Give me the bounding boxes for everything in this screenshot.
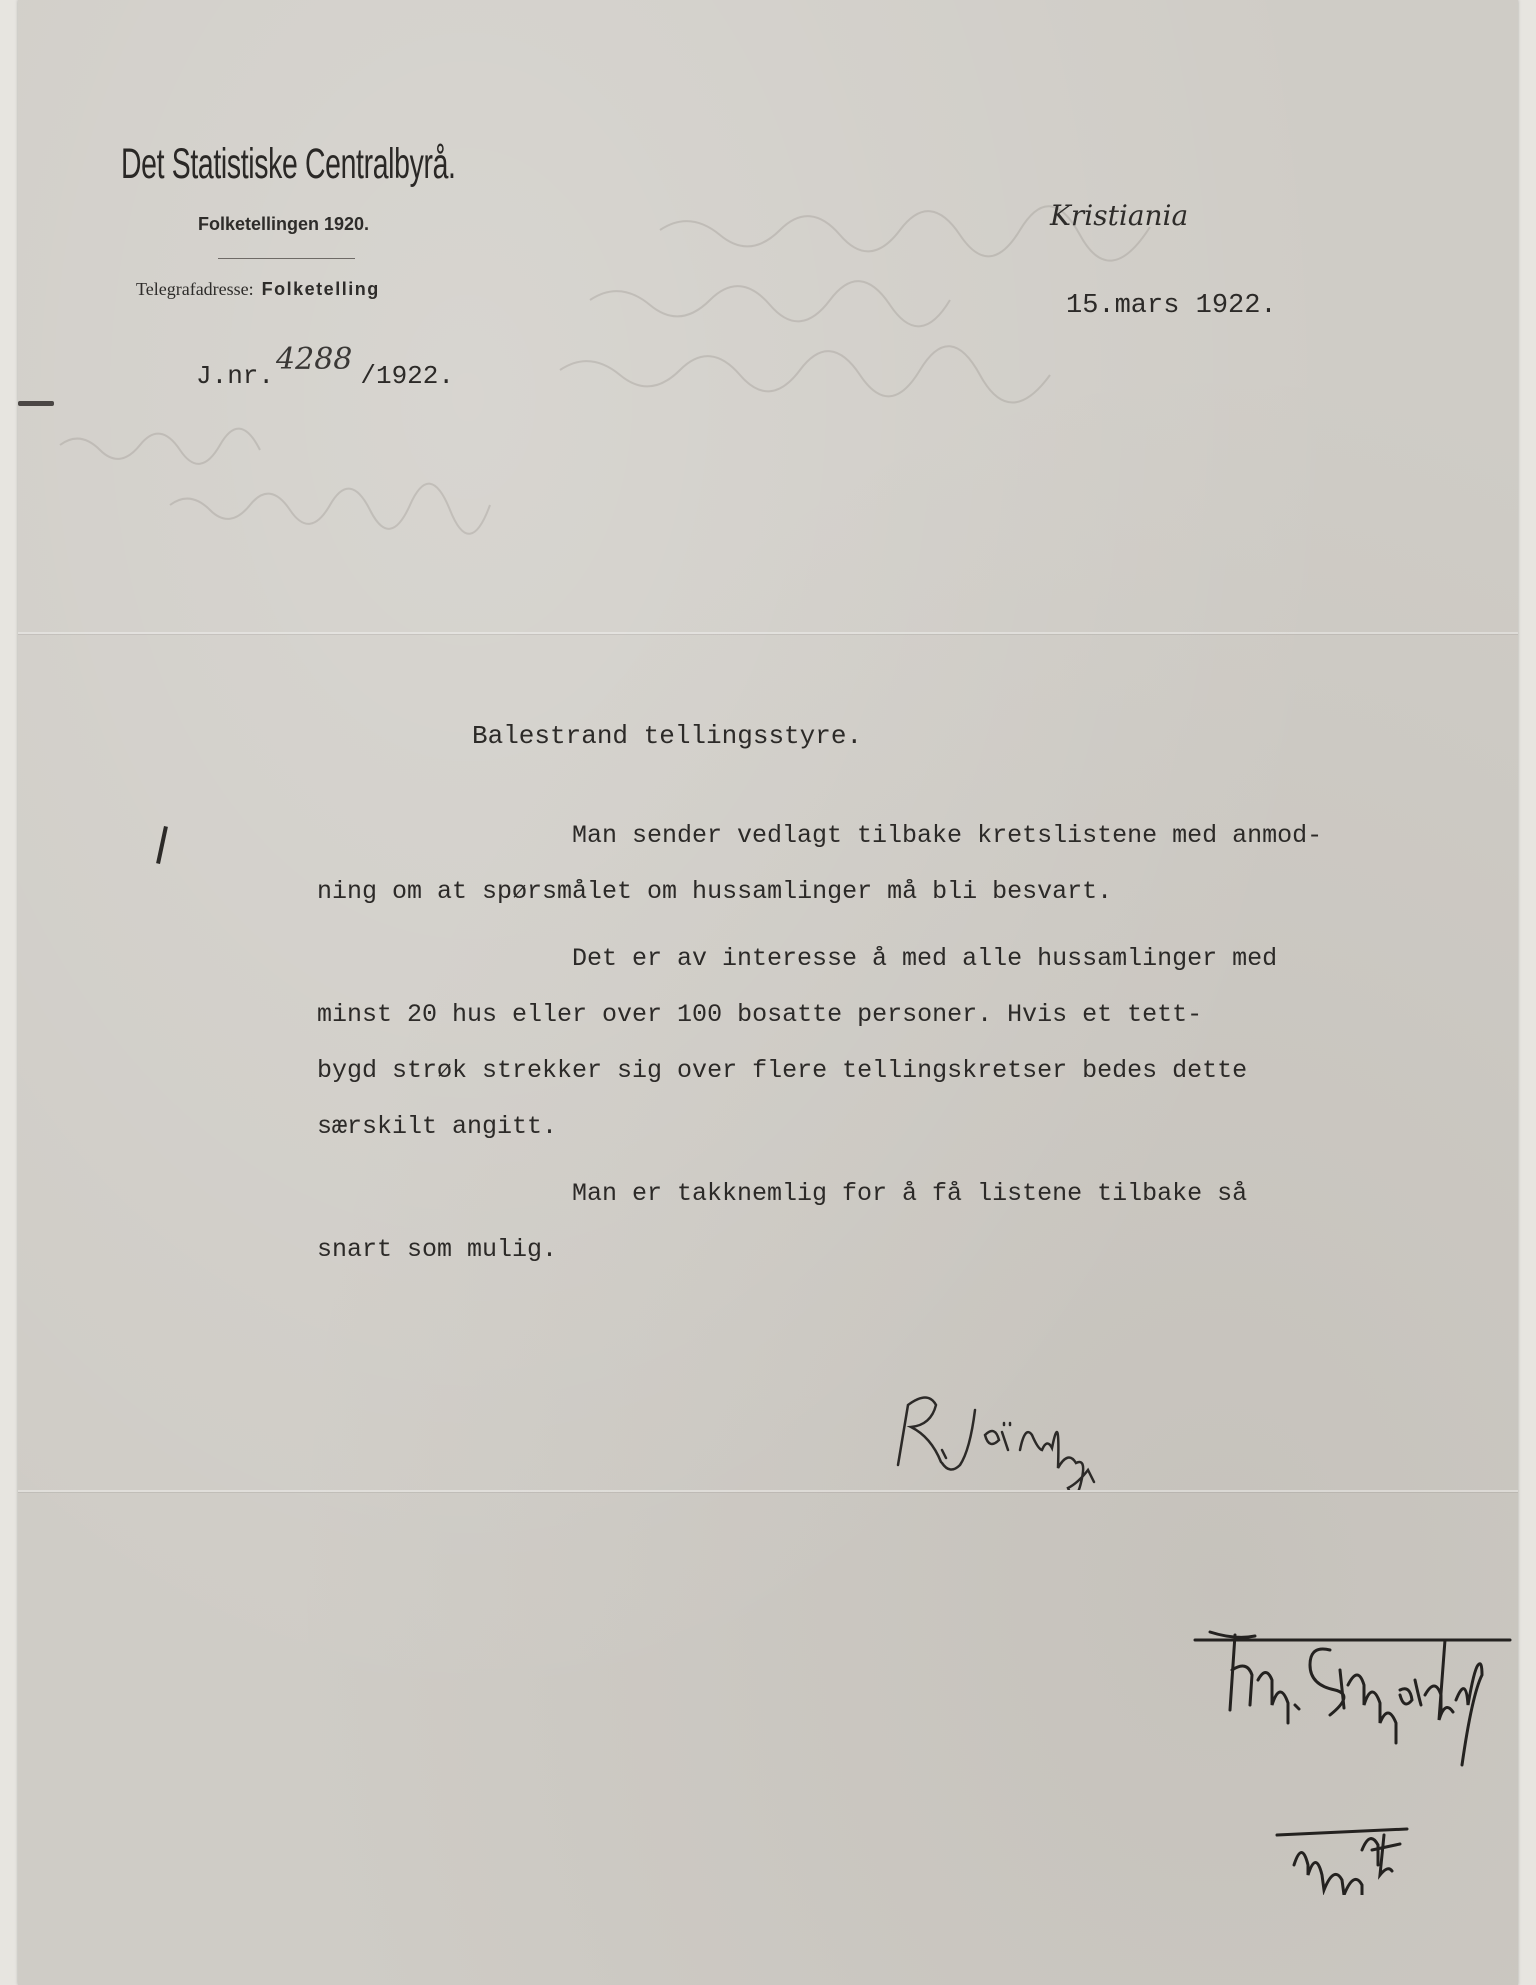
- body-line: Man sender vedlagt tilbake kretslistene med anmod-: [572, 821, 1323, 850]
- body-line: bygd strøk strekker sig over flere tellingskretser bedes dette: [317, 1056, 1248, 1085]
- signature-1-jonsberg: [880, 1380, 1140, 1490]
- signature-2: [1190, 1610, 1530, 1830]
- addressee: Balestrand tellingsstyre.: [472, 721, 863, 751]
- body-line: minst 20 hus eller over 100 bosatte personer. Hvis et tett-: [317, 1000, 1203, 1029]
- journal-prefix: J.nr.: [196, 361, 275, 391]
- initials-mnt: [1272, 1815, 1472, 1895]
- journal-handwritten-number: 4288: [276, 342, 353, 377]
- organization-name: Det Statistiske Centralbyrå.: [121, 140, 456, 188]
- place-name: Kristiania: [1050, 199, 1189, 232]
- body-line: Det er av interesse å med alle hussamlinger med: [572, 944, 1278, 973]
- telegram-address: [136, 279, 380, 300]
- body-line: Man er takknemlig for å få listene tilbake så: [572, 1179, 1248, 1208]
- paragraph-2: [317, 931, 1427, 1155]
- journal-suffix: /1922.: [360, 361, 454, 391]
- paragraph-1: [317, 808, 1427, 920]
- body-line: snart som mulig.: [317, 1235, 558, 1264]
- letter-date: 15.mars 1922.: [1066, 291, 1277, 321]
- journal-number: [196, 342, 454, 391]
- paragraph-3: [317, 1166, 1427, 1278]
- fold-shadow: [18, 634, 1518, 635]
- letter-body: [317, 808, 1427, 1289]
- letterhead-rule: [218, 258, 355, 259]
- department-name: Folketellingen 1920.: [198, 214, 370, 234]
- fold-shadow: [18, 1492, 1518, 1493]
- body-line: særskilt angitt.: [317, 1112, 558, 1141]
- edge-mark: [18, 401, 54, 406]
- body-line: ning om at spørsmålet om hussamlinger må bli besvart.: [317, 877, 1113, 906]
- telegram-label: Telegrafadresse:: [136, 279, 254, 299]
- telegram-value: Folketelling: [261, 279, 380, 299]
